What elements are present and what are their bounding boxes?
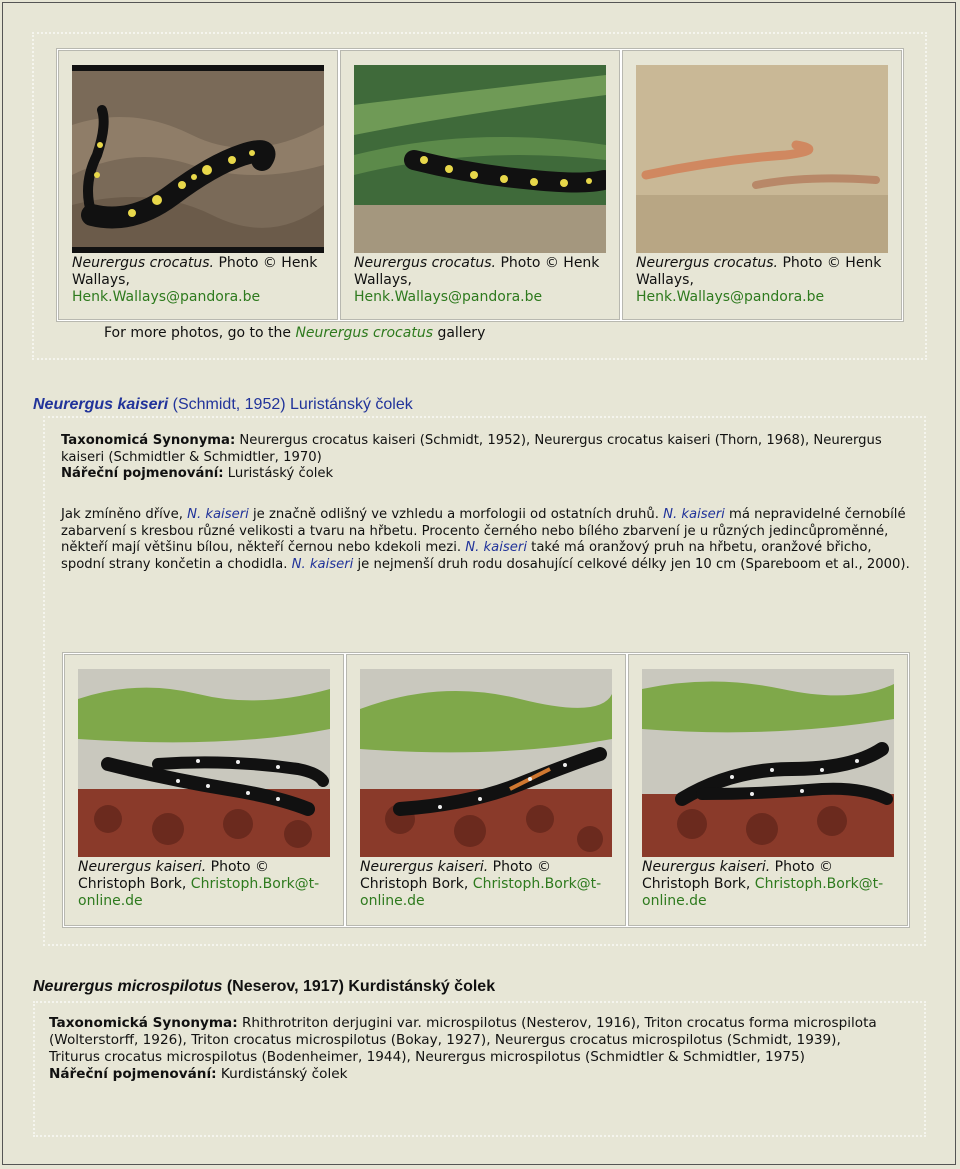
photographer-email-link[interactable]: Henk.Wallays@pandora.be [72, 289, 261, 305]
photo-caption-species: Neurergus crocatus. [354, 255, 496, 271]
photo-caption-species: Neurergus kaiseri. [360, 859, 489, 875]
photo-caption-credit: Photo © Henk Wallays, [72, 255, 318, 288]
photographer-email-link[interactable]: Christoph.Bork@t-online.de [78, 876, 320, 909]
microspilotus-heading: Neurergus microspilotus (Neserov, 1917) Kurdistánský čolek [33, 978, 496, 995]
kaiseri-photo-cell-3 [628, 654, 908, 926]
photo-caption-species: Neurergus crocatus. [636, 255, 778, 271]
gallery-link[interactable]: Neurergus crocatus [295, 325, 433, 341]
gallery-note: For more photos, go to the Neurergus crocatus gallery [104, 325, 486, 341]
salamander-photo[interactable] [72, 65, 324, 253]
photo-caption-credit: Photo © Christoph Bork, [642, 859, 834, 892]
crocatus-photo-cell-1 [58, 50, 338, 320]
salamander-photo[interactable] [360, 669, 612, 857]
salamander-photo[interactable] [642, 669, 894, 857]
kaiseri-photo-cell-2 [346, 654, 626, 926]
photo-caption-species: Neurergus kaiseri. [642, 859, 771, 875]
photographer-email-link[interactable]: Christoph.Bork@t-online.de [642, 876, 884, 909]
photographer-email-link[interactable]: Christoph.Bork@t-online.de [360, 876, 602, 909]
photo-caption-species: Neurergus crocatus. [72, 255, 214, 271]
kaiseri-description: Jak zmíněno dříve, N. kaiseri je značně odlišný ve vzhledu a morfologii od ostatních druhů. N. kaiseri má nepravidelné černobílé zabarvení s kresbou různé velikosti a tvaru na hřbetu. Procento černého nebo bílého zbarvení je u různých jedincůproměnné, někteří mají většinu bílou, někteří černou nebo kdekoli mezi. N. kaiseri také má oranžový pruh na hřbetu, oranžové břicho, spodní strany končetin a chodidla. N. kaiseri je nejmenší druh rodu dosahující celkové délky jen 10 cm (Spareboom et al., 2000). [61, 507, 910, 572]
kaiseri-synonyms: Taxonomicá Synonyma: Neurergus crocatus kaiseri (Schmidt, 1952), Neurergus crocatus kaiseri (Thorn, 1968), Neurergus kaiseri (Schmidtler & Schmidtler, 1970) Nářeční pojmenování: Luristáský čolek [61, 433, 882, 481]
photographer-email-link[interactable]: Henk.Wallays@pandora.be [636, 289, 825, 305]
crocatus-photo-cell-2 [340, 50, 620, 320]
crocatus-photo-cell-3 [622, 50, 902, 320]
salamander-photo[interactable] [78, 669, 330, 857]
photo-caption-credit: Photo © Christoph Bork, [78, 859, 270, 892]
salamander-photo[interactable] [354, 65, 606, 253]
photo-caption-credit: Photo © Henk Wallays, [636, 255, 882, 288]
kaiseri-photo-cell-1 [64, 654, 344, 926]
microspilotus-synonyms: Taxonomická Synonyma: Rhithrotriton derjugini var. microspilotus (Nesterov, 1916), Triton crocatus forma microspilota (Wolterstorff, 1926), Triton crocatus microspilotus (Bokay, 1927), Neurergus crocatus microspilotus (Schmidt, 1939), Triturus crocatus microspilotus (Bodenheimer, 1944), Neurergus microspilotus (Schmidtler & Schmidtler, 1975) Nářeční pojmenování: Kurdistánský čolek [49, 1015, 877, 1082]
photographer-email-link[interactable]: Henk.Wallays@pandora.be [354, 289, 543, 305]
kaiseri-heading: Neurergus kaiseri (Schmidt, 1952) Luristánský čolek [33, 396, 413, 413]
photo-caption-species: Neurergus kaiseri. [78, 859, 207, 875]
photo-caption-credit: Photo © Henk Wallays, [354, 255, 600, 288]
photo-caption-credit: Photo © Christoph Bork, [360, 859, 552, 892]
larva-photo[interactable] [636, 65, 888, 253]
